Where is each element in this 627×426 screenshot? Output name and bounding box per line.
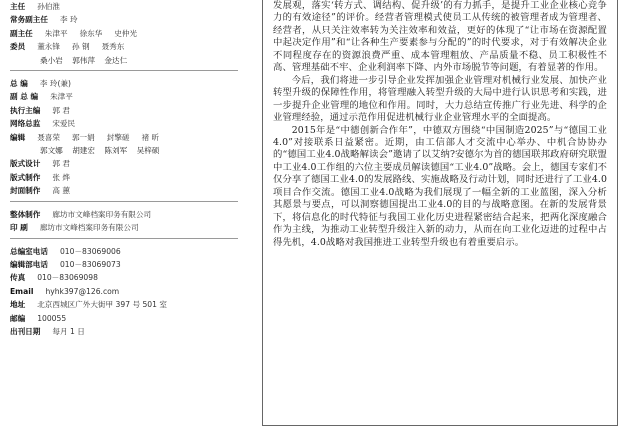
masthead-label: 执行主编 bbox=[10, 105, 41, 115]
masthead-label: 整体制作 bbox=[10, 209, 41, 219]
contact-row bbox=[10, 312, 248, 325]
contact-section bbox=[10, 245, 248, 339]
committee-continued-row bbox=[10, 54, 248, 67]
design-row bbox=[10, 184, 248, 197]
masthead-divider bbox=[10, 70, 238, 71]
masthead-label: 邮编 bbox=[10, 313, 26, 323]
committee-row bbox=[10, 27, 248, 40]
masthead-label: 网络总监 bbox=[10, 119, 41, 129]
contact-row bbox=[10, 258, 248, 271]
production-row bbox=[10, 208, 248, 221]
committee-section bbox=[10, 0, 248, 54]
masthead-value: 聂喜荣 bbox=[37, 132, 60, 142]
staff-row bbox=[10, 90, 248, 103]
masthead-label: 常务副主任 bbox=[10, 15, 48, 25]
masthead-value: 朱津平 bbox=[50, 92, 73, 102]
masthead-value: 聂秀东 bbox=[101, 42, 125, 52]
masthead-value: 封擎磋 bbox=[106, 132, 130, 142]
staff-row bbox=[10, 104, 248, 117]
masthead-label: 封面制作 bbox=[10, 186, 41, 196]
masthead-value: 高 蕙 bbox=[52, 186, 70, 196]
masthead-value: 郭 君 bbox=[52, 159, 70, 169]
masthead-label: 版式设计 bbox=[10, 159, 41, 169]
staff-row bbox=[10, 77, 248, 90]
masthead-value: 董永锋 bbox=[37, 42, 60, 52]
masthead-value: hyhk397@126.com bbox=[45, 286, 120, 296]
staff-row bbox=[10, 117, 248, 130]
contact-row bbox=[10, 285, 248, 298]
committee-row bbox=[10, 13, 248, 26]
article-panel bbox=[262, 0, 618, 426]
masthead-value: 徐东华 bbox=[79, 28, 103, 38]
masthead-label: 编辑 bbox=[10, 132, 26, 142]
editor-name: 胡建宏 bbox=[72, 146, 95, 156]
masthead-label: 出刊日期 bbox=[10, 326, 41, 336]
masthead-value: 廊坊市文峰档案印务有限公司 bbox=[39, 223, 139, 233]
masthead-label: Email bbox=[10, 286, 34, 296]
masthead-value: 郭一娟 bbox=[71, 132, 95, 142]
committee-member: 金达仁 bbox=[104, 55, 128, 65]
masthead-value: 李 玲 bbox=[59, 15, 78, 25]
contact-row bbox=[10, 271, 248, 284]
editor-name: 陈刘军 bbox=[104, 146, 128, 156]
masthead-value: 010－83069006 bbox=[59, 246, 121, 256]
committee-member: 郭伟萍 bbox=[72, 55, 95, 65]
article-paragraph: 发展观，落实‘转方式、调结构、促升级’的有力抓手，是提升工业企业核心竞争力的有效途径”的评价。经营者管理模式使员工从传统的被管理者成为管理者、经营者，从只关注效率转为关注效率和效益，更好的体现了“让市场在资源配置中起决定作用”和“让各种生产要素参与分配的”的时代要求，对于有效解决企业不同程度存在的资源浪费严重、成本管理粗放、产品质量不稳、员工积极性不高、管理基础不牢、企业利润率下降、内外市场脱节等问题，有着显著的作用。 bbox=[273, 0, 607, 74]
masthead-value: 010－83069098 bbox=[37, 273, 98, 283]
masthead-value: 郭 君 bbox=[52, 105, 70, 115]
masthead-label: 总编室电话 bbox=[10, 246, 48, 256]
masthead-value: 100055 bbox=[37, 313, 67, 323]
masthead-label: 地址 bbox=[10, 300, 26, 310]
editor-name: 吴梓硕 bbox=[136, 146, 160, 156]
masthead-value: 史仲光 bbox=[114, 28, 138, 38]
masthead-value: 褚 昕 bbox=[141, 132, 160, 142]
masthead-label: 传真 bbox=[10, 273, 26, 283]
masthead-divider bbox=[10, 201, 238, 202]
committee-member: 桑小岩 bbox=[40, 55, 63, 65]
committee-row bbox=[10, 40, 248, 53]
production-section bbox=[10, 208, 248, 235]
masthead-label: 版式制作 bbox=[10, 172, 41, 182]
contact-row bbox=[10, 298, 248, 311]
masthead-label: 印 刷 bbox=[10, 223, 28, 233]
masthead-label: 编辑部电话 bbox=[10, 259, 48, 269]
design-row bbox=[10, 157, 248, 170]
masthead-value: 廊坊市文峰档案印务有限公司 bbox=[52, 209, 152, 219]
masthead-label: 委员 bbox=[10, 42, 26, 52]
editor-name: 郭文娜 bbox=[40, 146, 63, 156]
masthead-value: 张 烨 bbox=[52, 172, 70, 182]
masthead-value: 每月 1 日 bbox=[52, 326, 85, 336]
editors-continued-row bbox=[10, 144, 248, 157]
contact-row bbox=[10, 245, 248, 258]
masthead-value: 宋爱民 bbox=[52, 119, 76, 129]
article-paragraph: 今后，我们将进一步引导企业发挥加强企业管理对机械行业发展、加快产业转型升级的保障性作用，将管理融入转型升级的大局中进行认识思考和实践，进一步提升企业管理的地位和作用。同时，大力总结宣传推广行业先进、科学的企业管理经验，通过示范作用促进机械行业企业管理水平的全面提高。 bbox=[273, 74, 607, 124]
committee-row bbox=[10, 0, 248, 13]
masthead-value: 010－83069073 bbox=[59, 259, 121, 269]
masthead-label: 副 总 编 bbox=[10, 92, 39, 102]
masthead-value: 李 玲(兼) bbox=[39, 79, 71, 89]
masthead-column bbox=[10, 0, 248, 426]
masthead-label: 副主任 bbox=[10, 28, 33, 38]
design-row bbox=[10, 171, 248, 184]
masthead-label: 总 编 bbox=[10, 79, 28, 89]
masthead-divider bbox=[10, 238, 238, 239]
masthead-value: 朱津平 bbox=[44, 28, 68, 38]
masthead-value: 孙 钢 bbox=[71, 42, 90, 52]
editorial-staff-section bbox=[10, 77, 248, 144]
design-section bbox=[10, 157, 248, 197]
contact-row bbox=[10, 325, 248, 338]
masthead-value: 北京西城区广外大街甲 397 号 501 室 bbox=[37, 300, 167, 310]
staff-row bbox=[10, 131, 248, 144]
article-paragraph: 2015年是“中德创新合作年”，中德双方围绕“中国制造2025”与“德国工业4.0”对接联系日益紧密。近期，由工信部人才交流中心举办、中机合协协办的“德国工业4.0战略解读会”邀请了以艾纳?安德尔为首的德国联邦政府研究联盟中工业4.0工作组的六位主要成员解读德国“工业4.0”战略。会上，德国专家们不仅分享了德国工业4.0的发展路线、实施战略及行动计划，同时还进行了工业4.0项目合作交流。德国工业4.0战略为我们展现了一幅全新的工业蓝图，深入分析其愿景与要点，可以洞察德国提出工业4.0的目的与战略意图。在新的发展背景下，将信息化的时代特征与我国工业化历史进程紧密结合起来，把两化深度融合作为主线，为推动工业转型升级注入新的动力，从而在向工业化迈进的过程中占得先机，4.0战略对我国推进工业转型升级也有着重要启示。 bbox=[273, 124, 607, 248]
masthead-label: 主任 bbox=[10, 2, 26, 11]
production-row bbox=[10, 221, 248, 234]
masthead-value: 孙伯淮 bbox=[37, 2, 60, 11]
